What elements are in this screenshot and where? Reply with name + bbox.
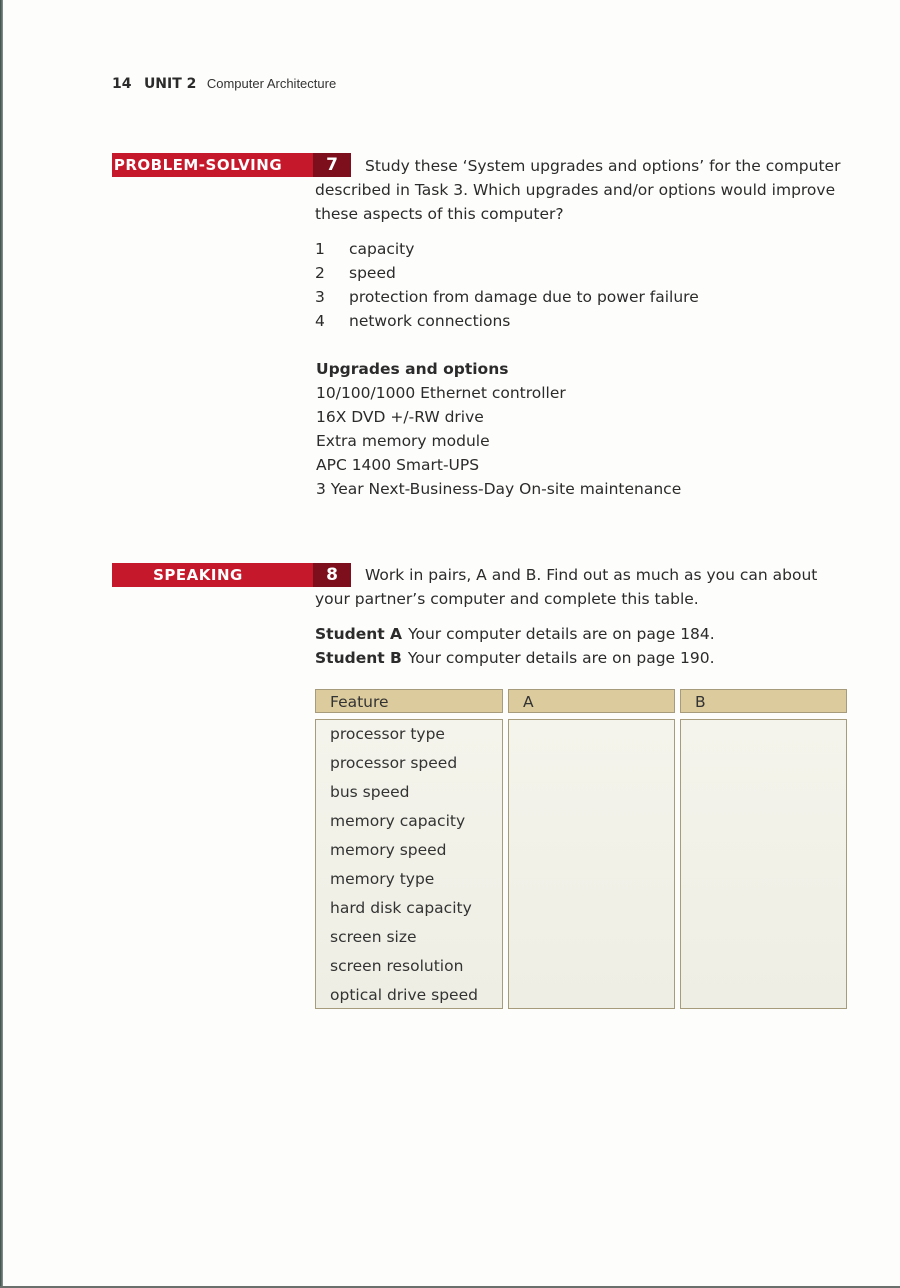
instruction-line: Work in pairs, A and B. Find out as much as you can about bbox=[365, 566, 818, 584]
list-item: 1 capacity bbox=[315, 240, 415, 258]
upgrade-item: Extra memory module bbox=[316, 432, 490, 450]
table-row: memory speed bbox=[330, 841, 447, 859]
student-b-label: Student B bbox=[315, 649, 402, 667]
section-label: SPEAKING bbox=[153, 566, 243, 584]
instruction-line: Study these ‘System upgrades and options’ for the computer bbox=[365, 157, 841, 175]
student-a-label: Student A bbox=[315, 625, 403, 643]
instruction-line: your partner’s computer and complete this table. bbox=[315, 590, 699, 608]
book-spine-edge bbox=[0, 0, 3, 1288]
table-row: bus speed bbox=[330, 783, 410, 801]
upgrade-item: 16X DVD +/-RW drive bbox=[316, 408, 484, 426]
task7-instruction bbox=[315, 154, 845, 226]
unit-title: Computer Architecture bbox=[206, 76, 337, 91]
list-item: 4 network connections bbox=[315, 312, 511, 330]
feature-list bbox=[316, 720, 478, 1010]
student-a-line bbox=[315, 622, 715, 646]
task8-instruction bbox=[315, 563, 845, 611]
student-b-line bbox=[315, 646, 715, 670]
upgrade-item: 10/100/1000 Ethernet controller bbox=[316, 384, 566, 402]
list-item: 3 protection from damage due to power failure bbox=[315, 288, 699, 306]
student-details bbox=[315, 622, 715, 670]
unit-label: UNIT 2 bbox=[143, 76, 197, 92]
table-row: memory capacity bbox=[330, 812, 466, 830]
answer-column-b[interactable] bbox=[680, 719, 847, 1009]
upgrades-heading: Upgrades and options bbox=[316, 360, 509, 378]
upgrade-item: 3 Year Next-Business-Day On-site maintenance bbox=[316, 480, 682, 498]
table-header-feature: Feature bbox=[315, 689, 503, 713]
table-row: processor speed bbox=[330, 754, 458, 772]
task-number: 7 bbox=[313, 153, 351, 177]
page-number: 14 bbox=[112, 76, 132, 92]
table-row: screen size bbox=[330, 928, 417, 946]
table-row: screen resolution bbox=[330, 957, 464, 975]
task-number: 8 bbox=[313, 563, 351, 587]
table-header-a: A bbox=[508, 689, 675, 713]
student-b-text: Your computer details are on page 190. bbox=[407, 649, 715, 667]
answer-column-a[interactable] bbox=[508, 719, 675, 1009]
aspects-list bbox=[315, 237, 699, 333]
section-label: PROBLEM-SOLVING bbox=[113, 156, 283, 174]
instruction-line: described in Task 3. Which upgrades and/or options would improve bbox=[315, 181, 836, 199]
page-header bbox=[112, 76, 336, 92]
table-row: hard disk capacity bbox=[330, 899, 472, 917]
table-row: optical drive speed bbox=[330, 986, 478, 1004]
table-row: processor type bbox=[330, 725, 445, 743]
upgrade-item: APC 1400 Smart-UPS bbox=[316, 456, 480, 474]
student-a-text: Your computer details are on page 184. bbox=[408, 625, 715, 643]
instruction-line: these aspects of this computer? bbox=[315, 205, 564, 223]
upgrades-block bbox=[316, 357, 681, 501]
table-row: memory type bbox=[330, 870, 435, 888]
list-item: 2 speed bbox=[315, 264, 396, 282]
table-header-b: B bbox=[680, 689, 847, 713]
